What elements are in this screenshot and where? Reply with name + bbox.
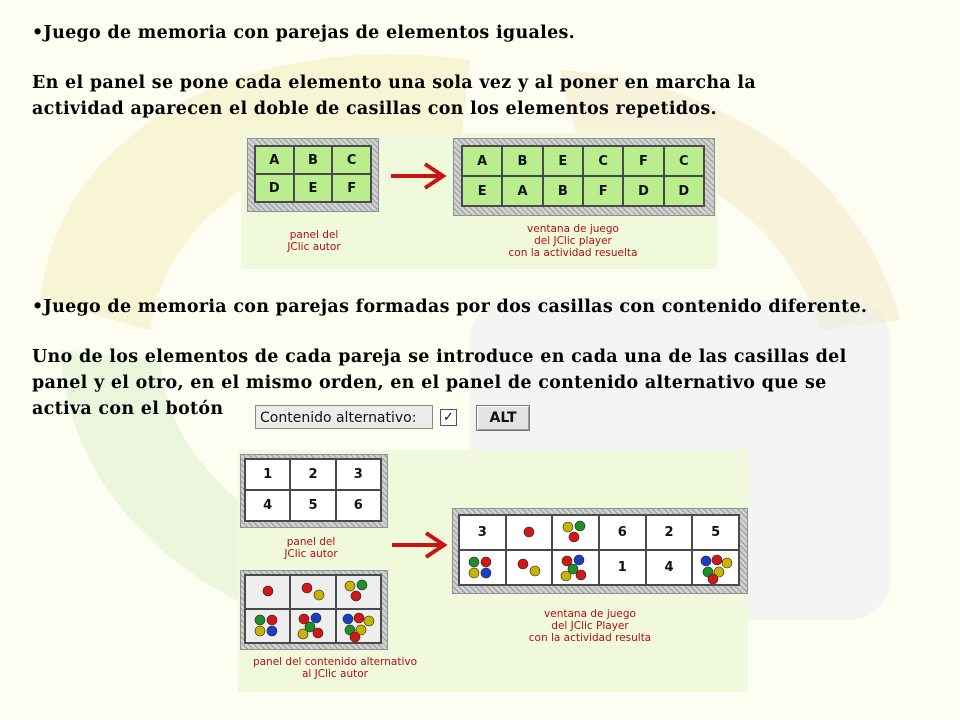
grid-cell: 5 (290, 490, 335, 521)
dot (267, 615, 277, 625)
dots-4-icon (248, 610, 288, 642)
caption-line: panel del (286, 536, 336, 548)
grid-cell: F (583, 176, 623, 206)
caption-line: del JClic Player (551, 620, 629, 632)
dot (351, 591, 361, 601)
dot (263, 586, 273, 596)
grid-cell: 3 (336, 459, 381, 490)
dot (563, 522, 573, 532)
player-window-grid (461, 145, 705, 207)
paragraph-2-line: activa con el botón (32, 399, 224, 419)
grid-cell (245, 575, 290, 609)
dot (469, 568, 479, 578)
grid-cell: C (583, 146, 623, 176)
grid-cell: 6 (336, 490, 381, 521)
dots-2-icon (293, 576, 333, 608)
grid-cell: B (502, 146, 542, 176)
grid-cell: 3 (459, 515, 506, 550)
caption-line: con la actividad resuelta (508, 247, 638, 259)
grid-cell: 2 (646, 515, 693, 550)
dot (481, 568, 491, 578)
dot (354, 613, 364, 623)
alt-content-label: Contenido alternativo: (255, 405, 433, 429)
dots-2-icon (509, 552, 549, 584)
caption-line: del JClic player (534, 235, 612, 247)
dots-3-icon (338, 576, 378, 608)
dot (345, 581, 355, 591)
grid-cell (290, 575, 335, 609)
dot (574, 555, 584, 565)
grid-cell: 6 (599, 515, 646, 550)
arrow-icon (388, 530, 450, 560)
dot (314, 590, 324, 600)
paragraph-2-line: Uno de los elementos de cada pareja se introduce en cada una de las casillas del (32, 347, 847, 367)
dot (469, 557, 479, 567)
dot (350, 632, 360, 642)
grid-cell: E (294, 174, 333, 202)
dot (708, 574, 718, 584)
grid-cell: 4 (646, 550, 693, 585)
dot (701, 556, 711, 566)
grid-cell (506, 515, 553, 550)
dot (364, 616, 374, 626)
grid-cell (290, 609, 335, 643)
dot (569, 532, 579, 542)
dots-3-icon (556, 517, 596, 549)
figure-identical-pairs (241, 133, 717, 269)
grid-cell: 2 (290, 459, 335, 490)
grid-cell (506, 550, 553, 585)
grid-cell: 1 (599, 550, 646, 585)
grid-cell: A (502, 176, 542, 206)
arrow-icon (387, 161, 449, 191)
paragraph-1-line: actividad aparecen el doble de casillas con los elementos repetidos. (32, 99, 717, 119)
dots-6-icon (696, 552, 736, 584)
alt-panel-grid (244, 574, 382, 644)
grid-cell: 4 (245, 490, 290, 521)
grid-cell (459, 550, 506, 585)
caption-line: con la actividad resulta (528, 632, 652, 644)
paragraph-2-line: panel y el otro, en el mismo orden, en el panel de contenido alternativo que se (32, 373, 827, 393)
dot (530, 566, 540, 576)
paragraph-1-line: En el panel se pone cada elemento una sola vez y al poner en marcha la (32, 73, 756, 93)
author-panel-caption (259, 229, 369, 253)
grid-cell (552, 515, 599, 550)
caption-line: al JClic autor (301, 668, 368, 680)
dot (518, 559, 528, 569)
grid-cell (336, 575, 381, 609)
dot (343, 614, 353, 624)
author-panel-grid (254, 145, 372, 203)
dot (313, 628, 323, 638)
grid-cell: 5 (692, 515, 739, 550)
grid-cell: B (294, 146, 333, 174)
grid-cell: E (462, 176, 502, 206)
grid-cell: A (462, 146, 502, 176)
player-window-grid (458, 514, 740, 586)
caption-line: ventana de juego (544, 608, 636, 620)
dots-6-icon (338, 610, 378, 642)
dots-5-icon (556, 552, 596, 584)
dots-1-icon (509, 517, 549, 549)
dot (481, 557, 491, 567)
alt-content-widget (252, 402, 534, 434)
grid-cell (692, 550, 739, 585)
grid-cell: A (255, 146, 294, 174)
caption-line: JClic autor (287, 241, 341, 253)
alt-button[interactable]: ALT (476, 405, 530, 431)
grid-cell (336, 609, 381, 643)
bullet-title-2: •Juego de memoria con parejas formadas por dos casillas con contenido diferente. (32, 297, 868, 317)
grid-cell (245, 609, 290, 643)
paragraph-1 (32, 70, 756, 122)
dot (561, 571, 571, 581)
caption-line: panel del (289, 229, 339, 241)
dot (575, 521, 585, 531)
player-window-caption (473, 223, 673, 259)
grid-cell: F (332, 174, 371, 202)
dots-1-icon (248, 576, 288, 608)
player-window-caption (500, 608, 680, 644)
alt-content-checkbox[interactable]: ✓ (440, 409, 457, 426)
dot (357, 580, 367, 590)
dot (255, 626, 265, 636)
dot (722, 558, 732, 568)
author-panel-grid (244, 458, 382, 522)
grid-cell: C (664, 146, 704, 176)
grid-cell (552, 550, 599, 585)
grid-cell: D (623, 176, 663, 206)
dot (576, 570, 586, 580)
author-panel-caption (256, 536, 366, 560)
dot (311, 613, 321, 623)
dot (255, 615, 265, 625)
dot (524, 527, 534, 537)
dot (302, 583, 312, 593)
caption-line: panel del contenido alternativo (252, 656, 418, 668)
grid-cell: B (543, 176, 583, 206)
caption-line: ventana de juego (527, 223, 619, 235)
grid-cell: F (623, 146, 663, 176)
grid-cell: E (543, 146, 583, 176)
dot (712, 555, 722, 565)
dot (298, 629, 308, 639)
grid-cell: 1 (245, 459, 290, 490)
dots-4-icon (462, 552, 502, 584)
figure-different-pairs (238, 450, 748, 692)
caption-line: JClic autor (284, 548, 338, 560)
grid-cell: D (255, 174, 294, 202)
dots-5-icon (293, 610, 333, 642)
alt-panel-caption (238, 656, 432, 680)
dot (267, 626, 277, 636)
bullet-title-1: •Juego de memoria con parejas de elementos iguales. (32, 23, 576, 43)
grid-cell: C (332, 146, 371, 174)
grid-cell: D (664, 176, 704, 206)
